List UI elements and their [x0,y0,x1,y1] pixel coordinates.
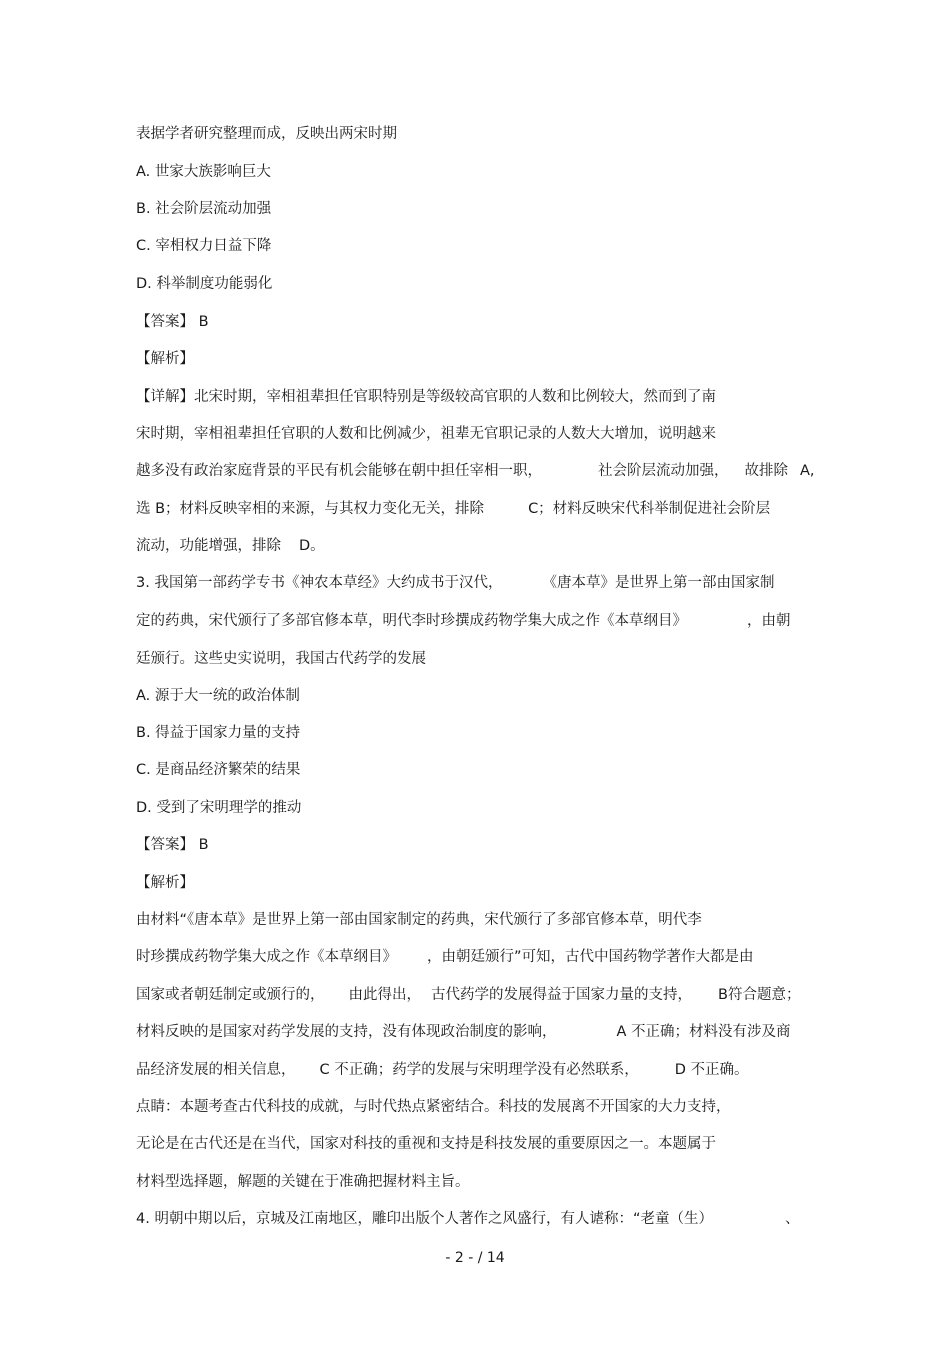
q3-comment-line: 无论是在古代还是在当代，国家对科技的重视和支持是科技发展的重要原因之一。本题属于 [136,1136,716,1152]
q2-answer: 【答案】 B [136,314,209,330]
q2-explain-line: 宋时期，宰相祖辈担任官职的人数和比例减少，祖辈无官职记录的人数大大增加，说明越来 [136,426,716,442]
q2-option-a: A. 世家大族影响巨大 [136,164,271,180]
q3-explain-line: 材料反映的是国家对药学发展的支持，没有体现政治制度的影响， A 不正确；材料没有涉及商 [136,1024,791,1040]
q2-analysis-label: 【解析】 [136,351,194,367]
q3-explain-line: 时珍撰成药物学集大成之作《本草纲目》 ，由朝廷颁行”可知，古代中国药物学著作大都是由 [136,949,754,965]
q3-option-d: D. 受到了宋明理学的推动 [136,800,302,816]
q2-stem-tail: 表据学者研究整理而成，反映出两宋时期 [136,126,397,142]
page-number: - 2 - / 14 [445,1250,505,1266]
q3-explain-line: 国家或者朝廷制定或颁行的， 由此得出， 古代药学的发展得益于国家力量的支持， B符合题意； [136,987,801,1003]
q3-option-b: B. 得益于国家力量的支持 [136,725,301,741]
q2-explain-line: 越多没有政治家庭背景的平民有机会能够在朝中担任宰相一职， 社会阶层流动加强， 故排除 A, [136,463,815,479]
q3-stem-line: 3. 我国第一部药学专书《神农本草经》大约成书于汉代， 《唐本草》是世界上第一部由国家制 [136,575,775,591]
q2-explain-line: 选 B；材料反映宰相的来源，与其权力变化无关，排除 C；材料反映宋代科举制促进社会阶层 [136,501,771,517]
q3-stem-line: 廷颁行。这些史实说明，我国古代药学的发展 [136,651,426,667]
q3-explain-line: 由材料“《唐本草》是世界上第一部由国家制定的药典，宋代颁行了多部官修本草，明代李 [136,912,702,928]
q3-answer: 【答案】 B [136,837,209,853]
q3-option-c: C. 是商品经济繁荣的结果 [136,762,301,778]
q3-option-a: A. 源于大一统的政治体制 [136,688,300,704]
q4-stem-line: 4. 明朝中期以后，京城及江南地区，雕印出版个人著作之风盛行，有人谑称：“老童（生） 、 [136,1211,800,1227]
q2-option-c: C. 宰相权力日益下降 [136,238,272,254]
q3-explain-line: 品经济发展的相关信息， C 不正确；药学的发展与宋明理学没有必然联系， D 不正确。 [136,1062,749,1078]
q3-comment-line: 点睛：本题考查古代科技的成就，与时代热点紧密结合。科技的发展离不开国家的大力支持， [136,1099,731,1115]
q3-comment-line: 材料型选择题，解题的关键在于准确把握材料主旨。 [136,1174,470,1190]
q2-explain-line: 流动，功能增强，排除 D。 [136,538,325,554]
q3-analysis-label: 【解析】 [136,875,194,891]
q2-option-d: D. 科举制度功能弱化 [136,276,273,292]
q2-option-b: B. 社会阶层流动加强 [136,201,272,217]
q2-explain-line: 【详解】北宋时期，宰相祖辈担任官职特别是等级较高官职的人数和比例较大，然而到了南 [136,389,716,405]
q3-stem-line: 定的药典，宋代颁行了多部官修本草，明代李时珍撰成药物学集大成之作《本草纲目》 ，由朝 [136,613,791,629]
